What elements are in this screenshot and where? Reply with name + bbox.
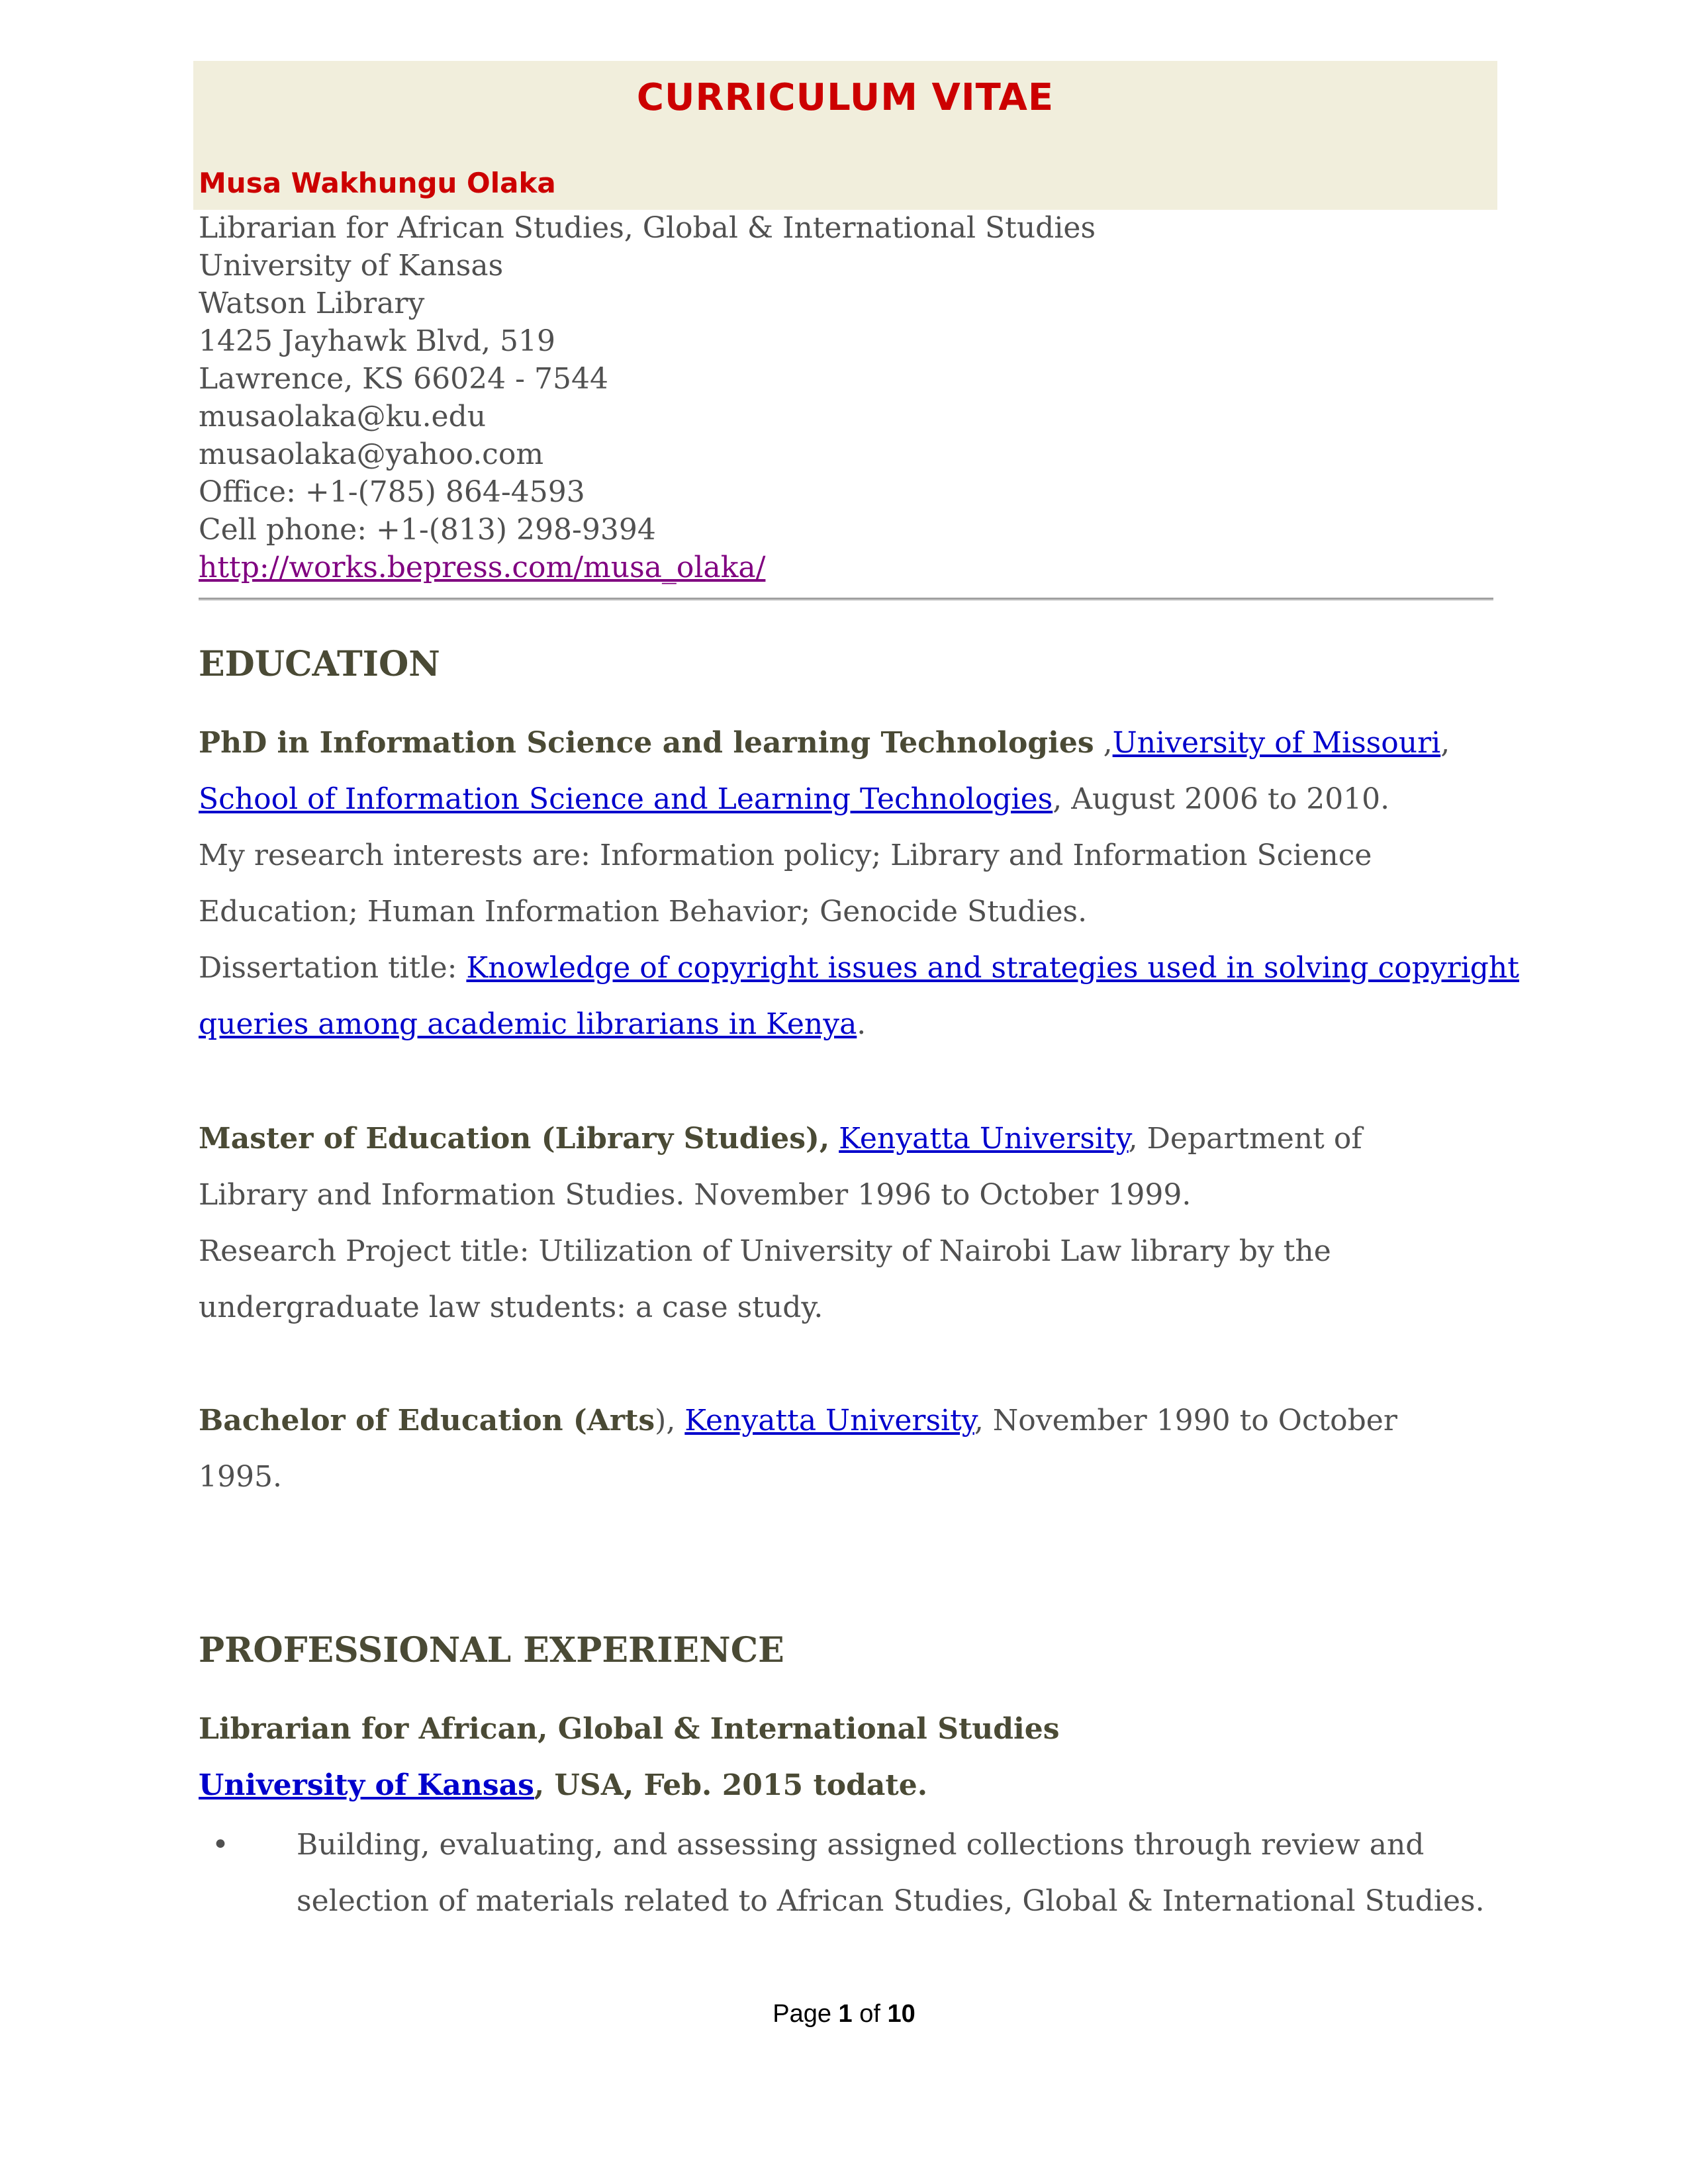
of-label: of xyxy=(852,2000,888,2028)
dissertation-label: Dissertation title: xyxy=(199,951,467,985)
sislt-link[interactable]: School of Information Science and Learning Technologies xyxy=(199,782,1053,816)
document-title: CURRICULUM VITAE xyxy=(636,76,1055,119)
job-dates: , USA, Feb. 2015 todate. xyxy=(534,1768,928,1802)
phd-separator-2: , xyxy=(1440,726,1450,760)
research-project-line-2: undergraduate law students: a case study. xyxy=(199,1291,823,1324)
med-dept-continued: Library and Information Studies. November 1996 to October 1999. xyxy=(199,1178,1192,1212)
education-heading: EDUCATION xyxy=(199,644,440,684)
dissertation-end: . xyxy=(857,1007,867,1041)
contact-city: Lawrence, KS 66024 - 7544 xyxy=(199,362,608,396)
bed-dates-continued: 1995. xyxy=(199,1460,282,1494)
kenyatta-university-link-2[interactable]: Kenyatta University xyxy=(684,1404,974,1437)
research-project-line-1: Research Project title: Utilization of University of Nairobi Law library by the xyxy=(199,1234,1331,1268)
contact-email-yahoo: musaolaka@yahoo.com xyxy=(199,437,544,471)
contact-position: Librarian for African Studies, Global & International Studies xyxy=(199,211,1096,245)
bed-degree: Bachelor of Education (Arts xyxy=(199,1404,655,1437)
contact-cell-phone: Cell phone: +1-(813) 298-9394 xyxy=(199,513,656,547)
phd-entry xyxy=(199,715,1519,1052)
bullet-icon: • xyxy=(212,1828,229,1862)
research-interests-line-1: My research interests are: Information policy; Library and Information Science xyxy=(199,839,1372,872)
duty-line-1: Building, evaluating, and assessing assigned collections through review and xyxy=(297,1828,1425,1862)
med-entry xyxy=(199,1111,1496,1336)
dissertation-link[interactable]: Knowledge of copyright issues and strategies used in solving copyright xyxy=(466,951,1519,985)
job-title: Librarian for African, Global & International Studies xyxy=(199,1712,1060,1746)
job-entry xyxy=(199,1701,1496,1813)
contact-library: Watson Library xyxy=(199,287,425,320)
experience-heading: PROFESSIONAL EXPERIENCE xyxy=(199,1630,784,1670)
bed-entry xyxy=(199,1392,1496,1505)
page-number: 1 xyxy=(838,2000,853,2028)
university-of-kansas-link[interactable]: University of Kansas xyxy=(199,1768,534,1802)
contact-email-ku: musaolaka@ku.edu xyxy=(199,400,487,433)
contact-street: 1425 Jayhawk Blvd, 519 xyxy=(199,324,555,358)
page-total: 10 xyxy=(887,2000,915,2028)
med-dept: , Department of xyxy=(1128,1122,1362,1156)
duty-line-2: selection of materials related to African Studies, Global & International Studies. xyxy=(297,1884,1485,1918)
phd-degree: PhD in Information Science and learning Technologies xyxy=(199,726,1094,760)
bed-dates: , November 1990 to October xyxy=(974,1404,1397,1437)
kenyatta-university-link[interactable]: Kenyatta University xyxy=(839,1122,1129,1156)
contact-university: University of Kansas xyxy=(199,249,504,283)
bed-paren: ), xyxy=(655,1404,685,1437)
contact-block xyxy=(199,209,1096,586)
phd-separator: , xyxy=(1094,726,1113,760)
person-name: Musa Wakhungu Olaka xyxy=(199,167,556,199)
med-degree: Master of Education (Library Studies), xyxy=(199,1122,830,1156)
page-label: Page xyxy=(773,2000,839,2028)
page-footer xyxy=(0,2000,1688,2028)
phd-dates: , August 2006 to 2010. xyxy=(1053,782,1390,816)
contact-office-phone: Office: +1-(785) 864-4593 xyxy=(199,475,585,509)
website-link[interactable]: http://works.bepress.com/musa_olaka/ xyxy=(199,551,766,584)
research-interests-line-2: Education; Human Information Behavior; Genocide Studies. xyxy=(199,895,1088,929)
dissertation-link-continued[interactable]: queries among academic librarians in Kenya xyxy=(199,1007,857,1041)
header-divider xyxy=(199,598,1493,601)
university-of-missouri-link[interactable]: University of Missouri xyxy=(1112,726,1441,760)
